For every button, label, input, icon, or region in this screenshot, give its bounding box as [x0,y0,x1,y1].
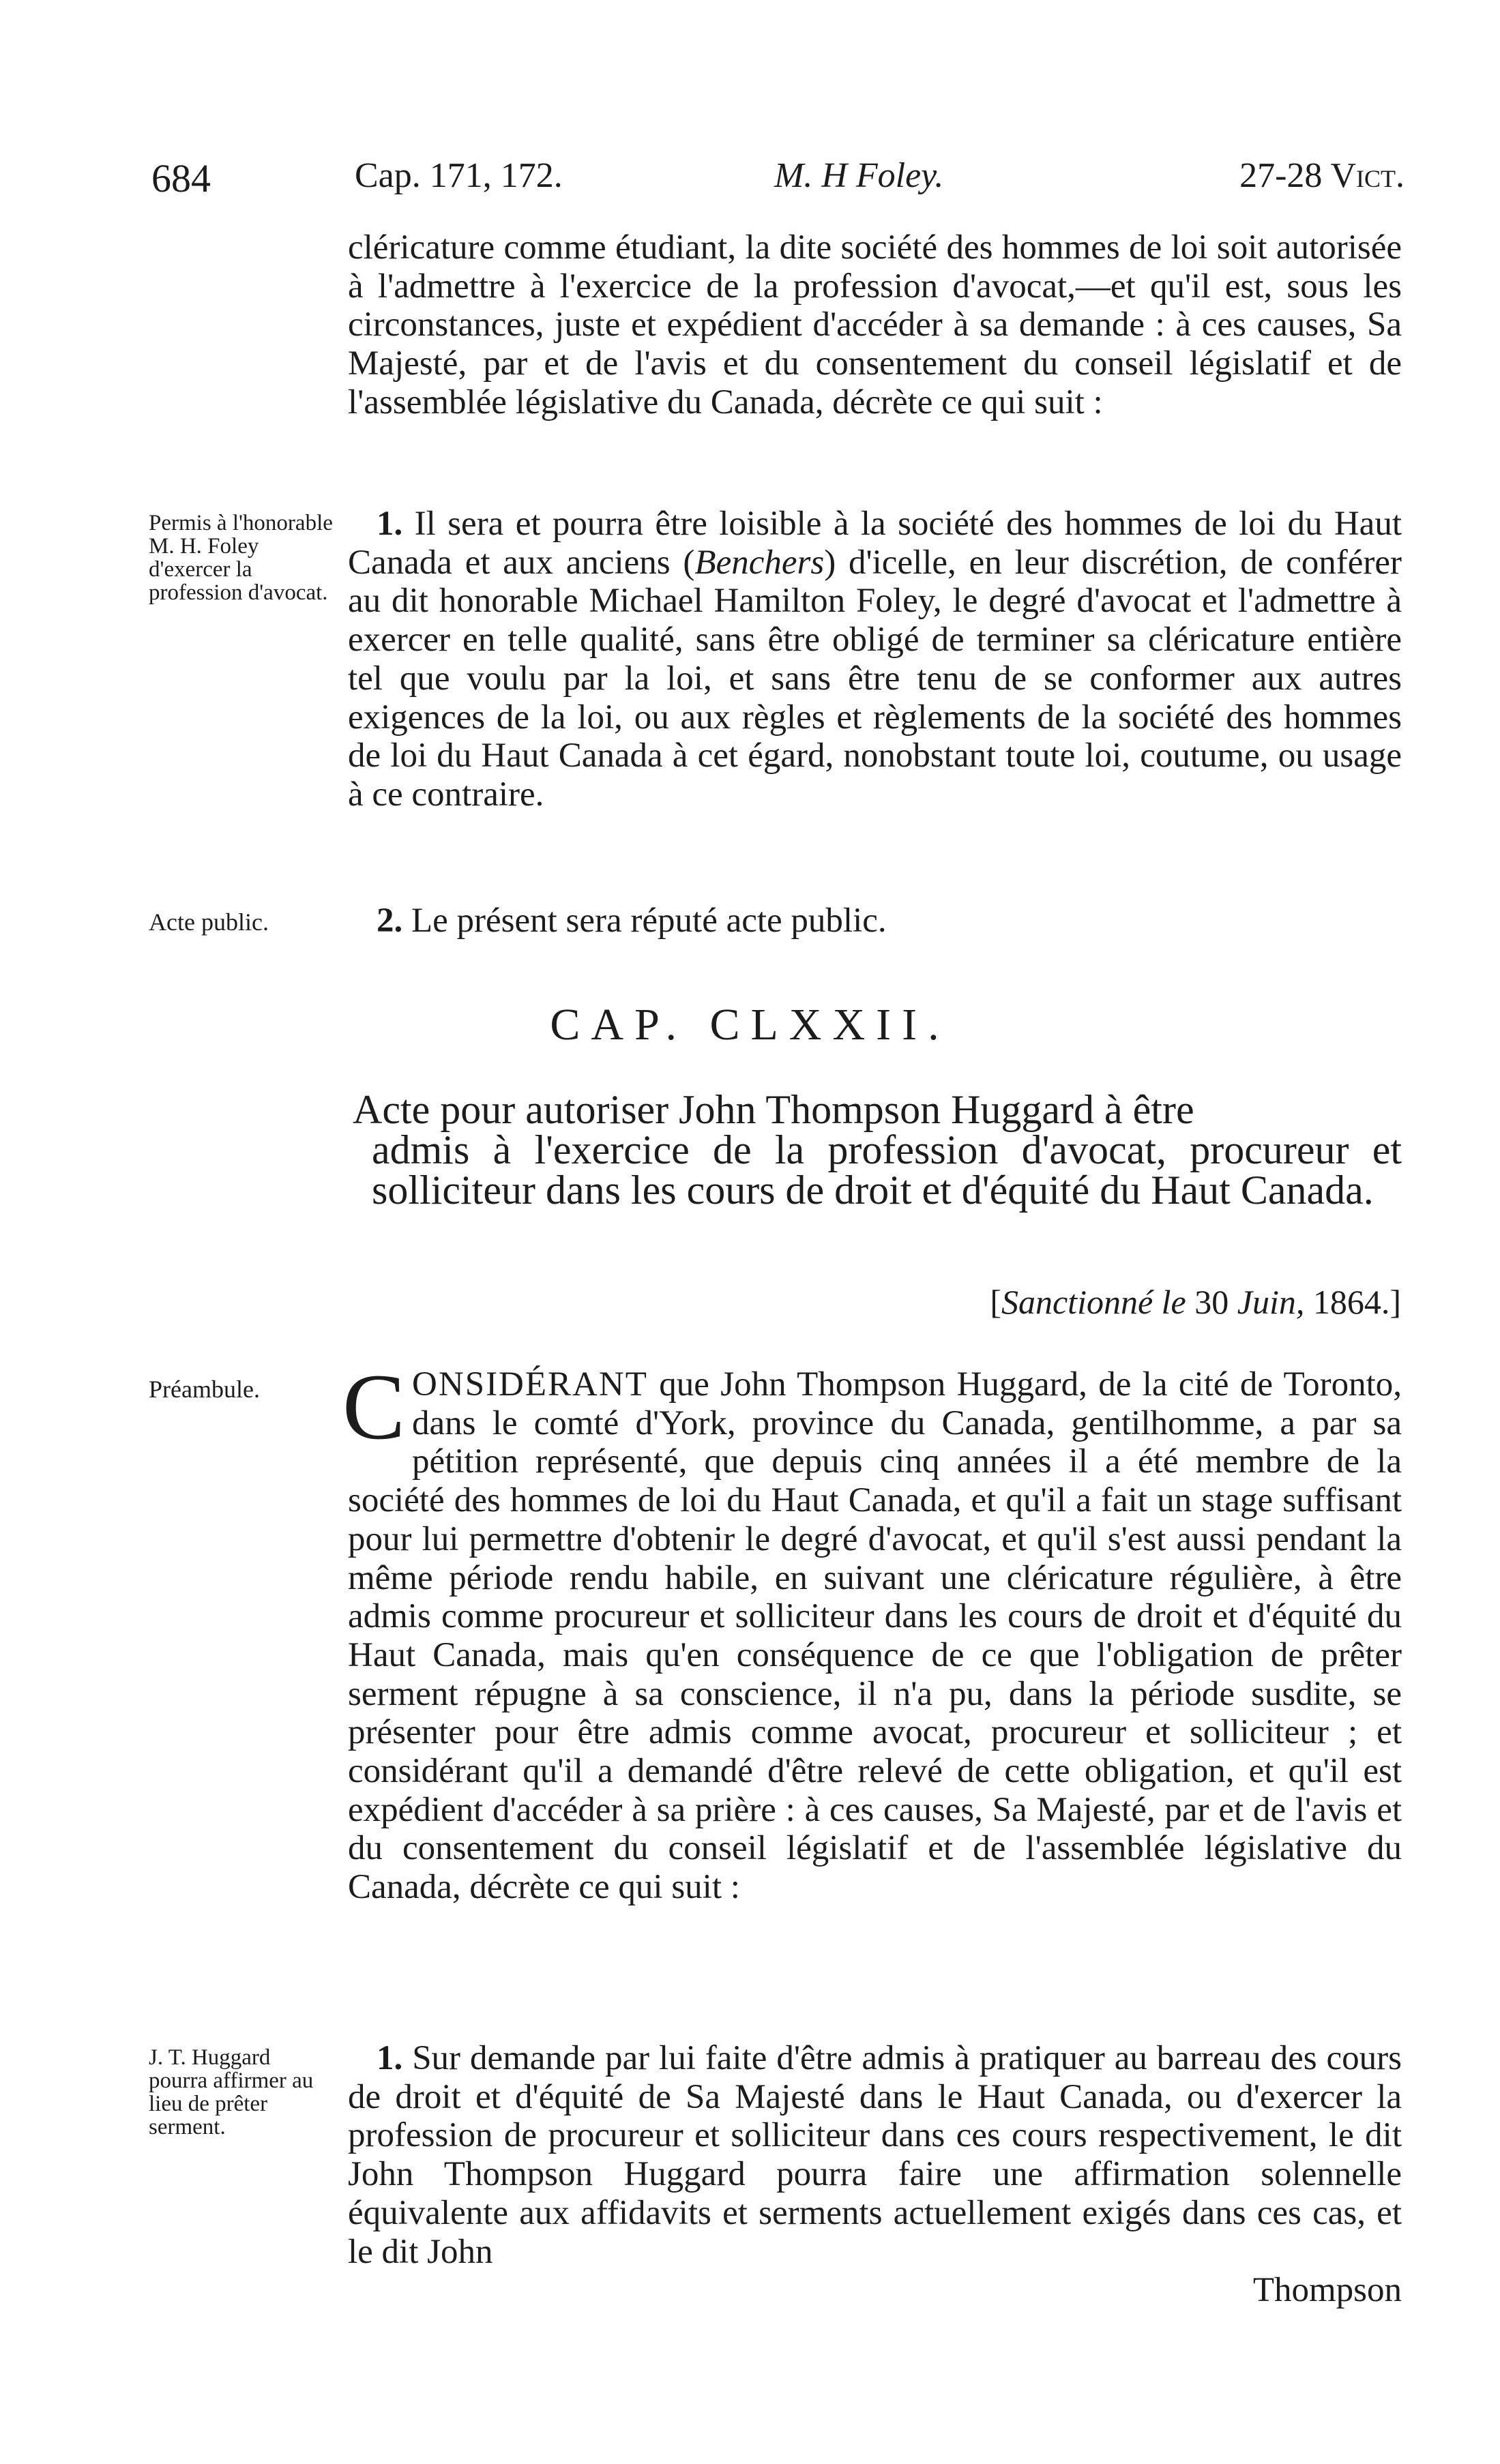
margin-note-acte-public: Acte public. [149,908,269,936]
sanction-month: Juin, [1237,1283,1305,1321]
benchers-term: Benchers [694,543,825,582]
sanction-label: Sanctionné le [1001,1283,1186,1321]
section-number: 1. [377,2039,403,2077]
running-title: M. H Foley. [774,156,944,195]
section-1-foley [348,505,1402,814]
margin-note-foley-permission: Permis à l'honorable M. H. Foley d'exercer la profession d'avocat. [149,511,333,605]
section-text: Le présent sera réputé acte public. [411,902,887,940]
running-head [0,155,1500,210]
act-title-rest: admis à l'exercice de la profession d'avocat, procureur et solliciteur dans les cours de droit et d'équité du Haut Canada. [372,1127,1402,1213]
margin-note-preambule: Préambule. [149,1376,260,1403]
act-title-first-line: Acte pour autoriser John Thompson Huggard à être [353,1087,1194,1132]
section-text: Sur demande par lui faite d'être admis à pratiquer au barreau des cours de droit et d'équité de Sa Majesté dans le Haut Canada, ou d'exercer la profession de procureur et solliciteur dans ces cours respectivement, le dit John Thompson Huggard pourra faire une affirmation solennelle équivalente aux affidavits et serments actuellement exigés dans ces cas, et le dit John [348,2039,1402,2271]
preamble-paragraph [342,1354,1402,1907]
section-2-foley [348,902,1402,940]
catchword: Thompson [1252,2271,1402,2310]
preamble-caps-word: ONSIDÉRANT [412,1365,648,1404]
section-text-before: Il sera et pourra être loisible à la société des hommes de loi du Haut Canada et aux anciens ( [348,505,1402,582]
preamble-text: que John Thompson Huggard, de la cité de Toronto, dans le comté d'York, province du Canada, gentilhomme, a par sa pétition représenté, que depuis cinq années il a été membre de la société des hommes de loi du Haut Canada, et qu'il a fait un stage suffisant pour lui permettre d'obtenir le degré d'avocat, et qu'il s'est aussi pendant la même période rendu habile, en suivant une cléricature régulière, à être admis comme procureur et solliciteur dans les cours de droit et d'équité du Haut Canada, mais qu'en conséquence de ce que l'obligation de prêter serment répugne à sa conscience, il n'a pu, dans la période susdite, se présenter pour être admis comme avocat, procureur et solliciteur ; et considérant qu'il a demandé d'être relevé de cette obligation, et qu'il est expédient d'accéder à sa prière : à ces causes, Sa Majesté, par et de l'avis et du consentement du conseil législatif et de l'assemblée législative du Canada, décrète ce qui suit : [348,1365,1402,1907]
section-number: 1. [377,505,403,543]
intro-paragraph [348,228,1402,422]
section-text-after: ) d'icelle, en leur discrétion, de conférer au dit honorable Michael Hamilton Foley, le degré d'avocat et l'admettre à exercer en telle qualité, sans être obligé de terminer sa cléricature entière tel que voulu par la loi, et sans être tenu de se conformer aux autres exigences de la loi, ou aux règles et règlements de la société des hommes de loi du Haut Canada à cet égard, nonobstant toute loi, coutume, ou usage à ce contraire. [348,543,1402,814]
section-number: 2. [377,902,403,940]
chapter-reference: Cap. 171, 172. [355,156,563,195]
chapter-heading: CAP. CLXXII. [550,1000,950,1050]
regnal-year: 27-28 Vict. [1239,156,1405,195]
page-number: 684 [151,156,211,201]
sanction-year: 1864.] [1312,1283,1401,1321]
section-1-huggard [348,2039,1402,2310]
drop-cap: C [342,1354,406,1459]
intro-text: cléricature comme étudiant, la dite société des hommes de loi soit autorisée à l'admettre à l'exercice de la profession d'avocat,—et qu'il est, sous les circonstances, juste et expédient d'accéder à sa demande : à ces causes, Sa Majesté, par et de l'avis et du consentement du conseil législatif et de l'assemblée législative du Canada, décrète ce qui suit : [348,228,1402,421]
act-title [353,1087,1402,1213]
margin-note-huggard-affirmation: J. T. Huggard pourra affirmer au lieu de prêter serment. [149,2045,314,2139]
sanction-day: 30 [1194,1283,1229,1321]
sanction-date: [Sanctionné le 30 Juin, 1864.] [990,1283,1401,1321]
